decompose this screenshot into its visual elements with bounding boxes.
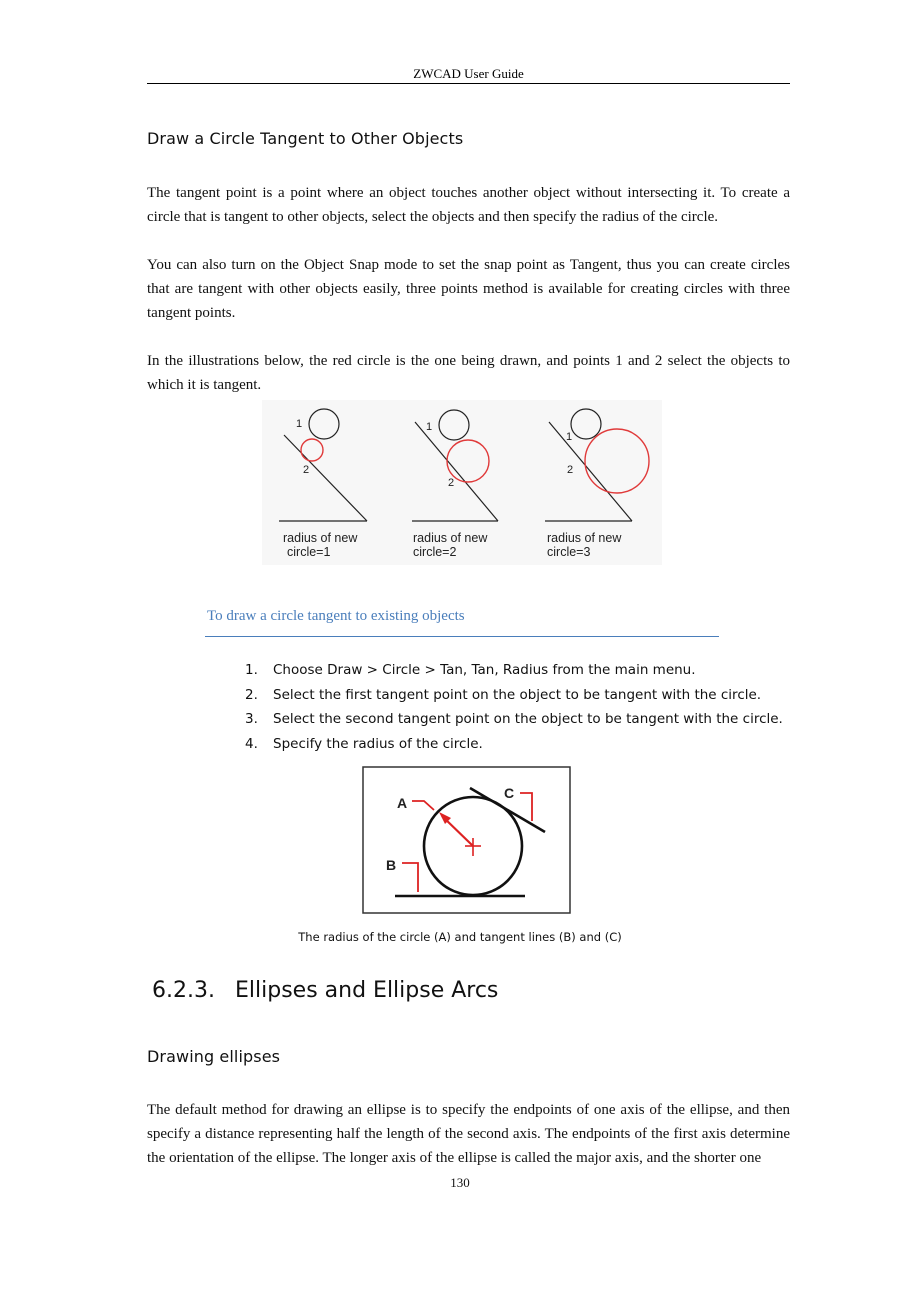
label-b: B [386,857,397,873]
figure-caption: The radius of the circle (A) and tangent lines (B) and (C) [298,930,622,944]
panel-label-line2: circle=2 [413,545,457,559]
step-text: Specify the radius of the circle. [273,735,483,752]
section-number: 6.2.3. [152,978,215,1003]
panel-label-line2: circle=1 [287,545,331,559]
procedure-steps [245,658,783,756]
section-title: Ellipses and Ellipse Arcs [235,978,499,1003]
paragraph-object-snap: You can also turn on the Object Snap mode to set the snap point as Tangent, thus you can create circles that are tangent with other objects easily, three points method is available for creating circles with three tangent points. [147,257,790,321]
panel-label-line2: circle=3 [547,545,591,559]
panel-label-line1: radius of new [283,531,358,545]
paragraph-illustrations: In the illustrations below, the red circle is the one being drawn, and points 1 and 2 select the objects to which it is tangent. [147,353,790,393]
step-number: 2. [245,686,258,703]
paragraph-tangent-definition: The tangent point is a point where an object touches another object without intersecting it. To create a circle that is tangent to other objects, select the objects and then specify the radius of the circle. [147,185,790,225]
step-number: 3. [245,711,258,727]
procedure-title-rule [205,636,719,637]
section-heading-ellipses [152,978,498,1003]
step-text: Select the second tangent point on the object to be tangent with the circle. [273,711,783,727]
step-number: 1. [245,662,258,678]
point-2-label: 2 [303,464,310,476]
point-1-label: 1 [566,431,573,443]
tangent-circles-figure [262,400,662,565]
subheading-drawing-ellipses: Drawing ellipses [147,1047,281,1066]
label-c: C [504,785,515,801]
point-1-label: 1 [426,421,433,433]
panel-label-line1: radius of new [547,531,622,545]
step-number: 4. [245,735,258,752]
procedure-title: To draw a circle tangent to existing objects [207,608,465,624]
step-item [245,683,783,708]
section-heading-tangent: Draw a Circle Tangent to Other Objects [147,129,464,148]
running-header: ZWCAD User Guide [413,66,524,81]
step-item [245,732,783,757]
label-a: A [397,795,408,811]
step-item [245,707,783,732]
tan-tan-radius-figure [362,766,571,914]
panel-label-line1: radius of new [413,531,488,545]
step-text: Choose Draw > Circle > Tan, Tan, Radius from the main menu. [273,662,696,678]
header-rule [147,83,790,84]
step-item [245,658,783,683]
point-2-label: 2 [567,464,574,476]
point-2-label: 2 [448,477,455,489]
page-number: 130 [450,1175,470,1190]
paragraph-ellipse-method: The default method for drawing an ellipse is to specify the endpoints of one axis of the ellipse, and then specify a distance representing half the length of the second axis. The endpoints of the first axis determine the orientation of the ellipse. The longer axis of the ellipse is called the major axis, and the shorter one [147,1102,790,1166]
point-1-label: 1 [296,418,303,430]
step-text: Select the first tangent point on the object to be tangent with the circle. [273,686,762,703]
